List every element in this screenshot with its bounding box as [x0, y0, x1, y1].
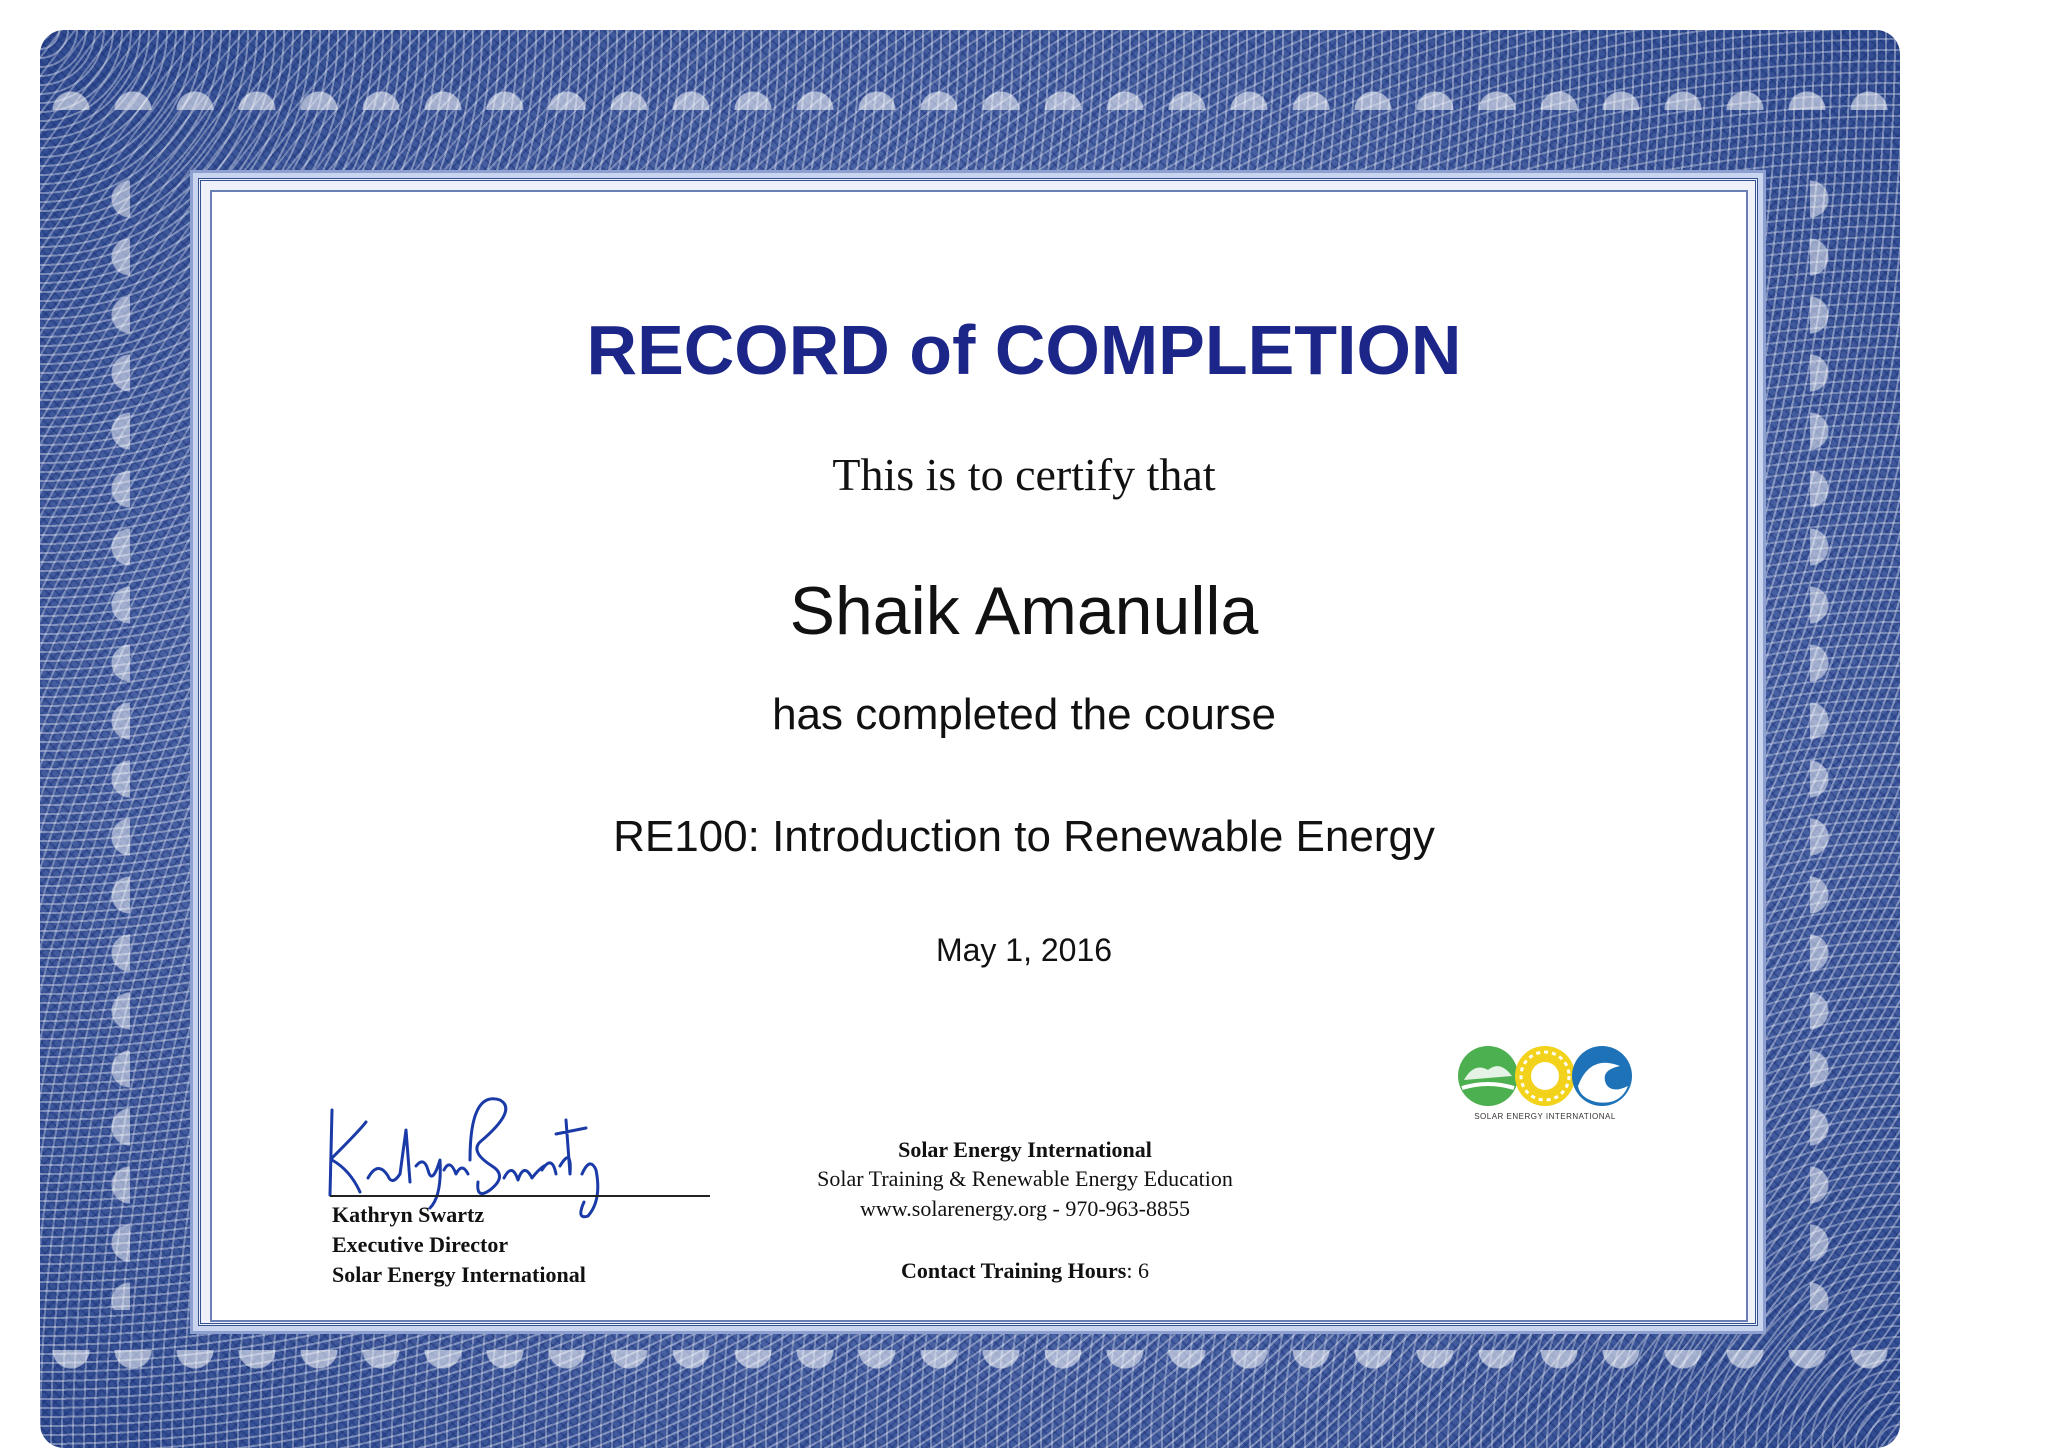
border-scallop-top: [40, 50, 1900, 110]
signature: [320, 1070, 660, 1220]
logo-caption: SOLAR ENERGY INTERNATIONAL: [1474, 1112, 1616, 1121]
signatory-title: Executive Director: [332, 1232, 509, 1257]
logo-sun-icon: [1515, 1046, 1575, 1106]
signature-line: [330, 1195, 710, 1197]
completed-line: has completed the course: [772, 690, 1276, 739]
recipient-name: Shaik Amanulla: [789, 573, 1259, 649]
logo-green-circle-icon: [1458, 1046, 1518, 1106]
completion-date: May 1, 2016: [935, 932, 1113, 968]
course-name: RE100: Introduction to Renewable Energy: [613, 812, 1435, 861]
signatory-name: Kathryn Swartz: [332, 1202, 485, 1227]
certificate-title: RECORD of COMPLETION: [586, 311, 1462, 389]
signatory-organization: Solar Energy International: [332, 1262, 586, 1287]
border-scallop-bottom: [40, 1350, 1900, 1410]
organization-tagline: Solar Training & Renewable Energy Education: [817, 1166, 1233, 1191]
training-hours: Contact Training Hours: 6: [901, 1258, 1149, 1283]
organization-name: Solar Energy International: [898, 1137, 1152, 1162]
training-hours-value: 6: [1137, 1258, 1149, 1283]
organization-contact: www.solarenergy.org - 970-963-8855: [860, 1196, 1190, 1221]
training-hours-label: Contact Training Hours: [901, 1258, 1127, 1283]
certify-line: This is to certify that: [832, 449, 1216, 500]
logo-wave-icon: [1572, 1046, 1632, 1106]
